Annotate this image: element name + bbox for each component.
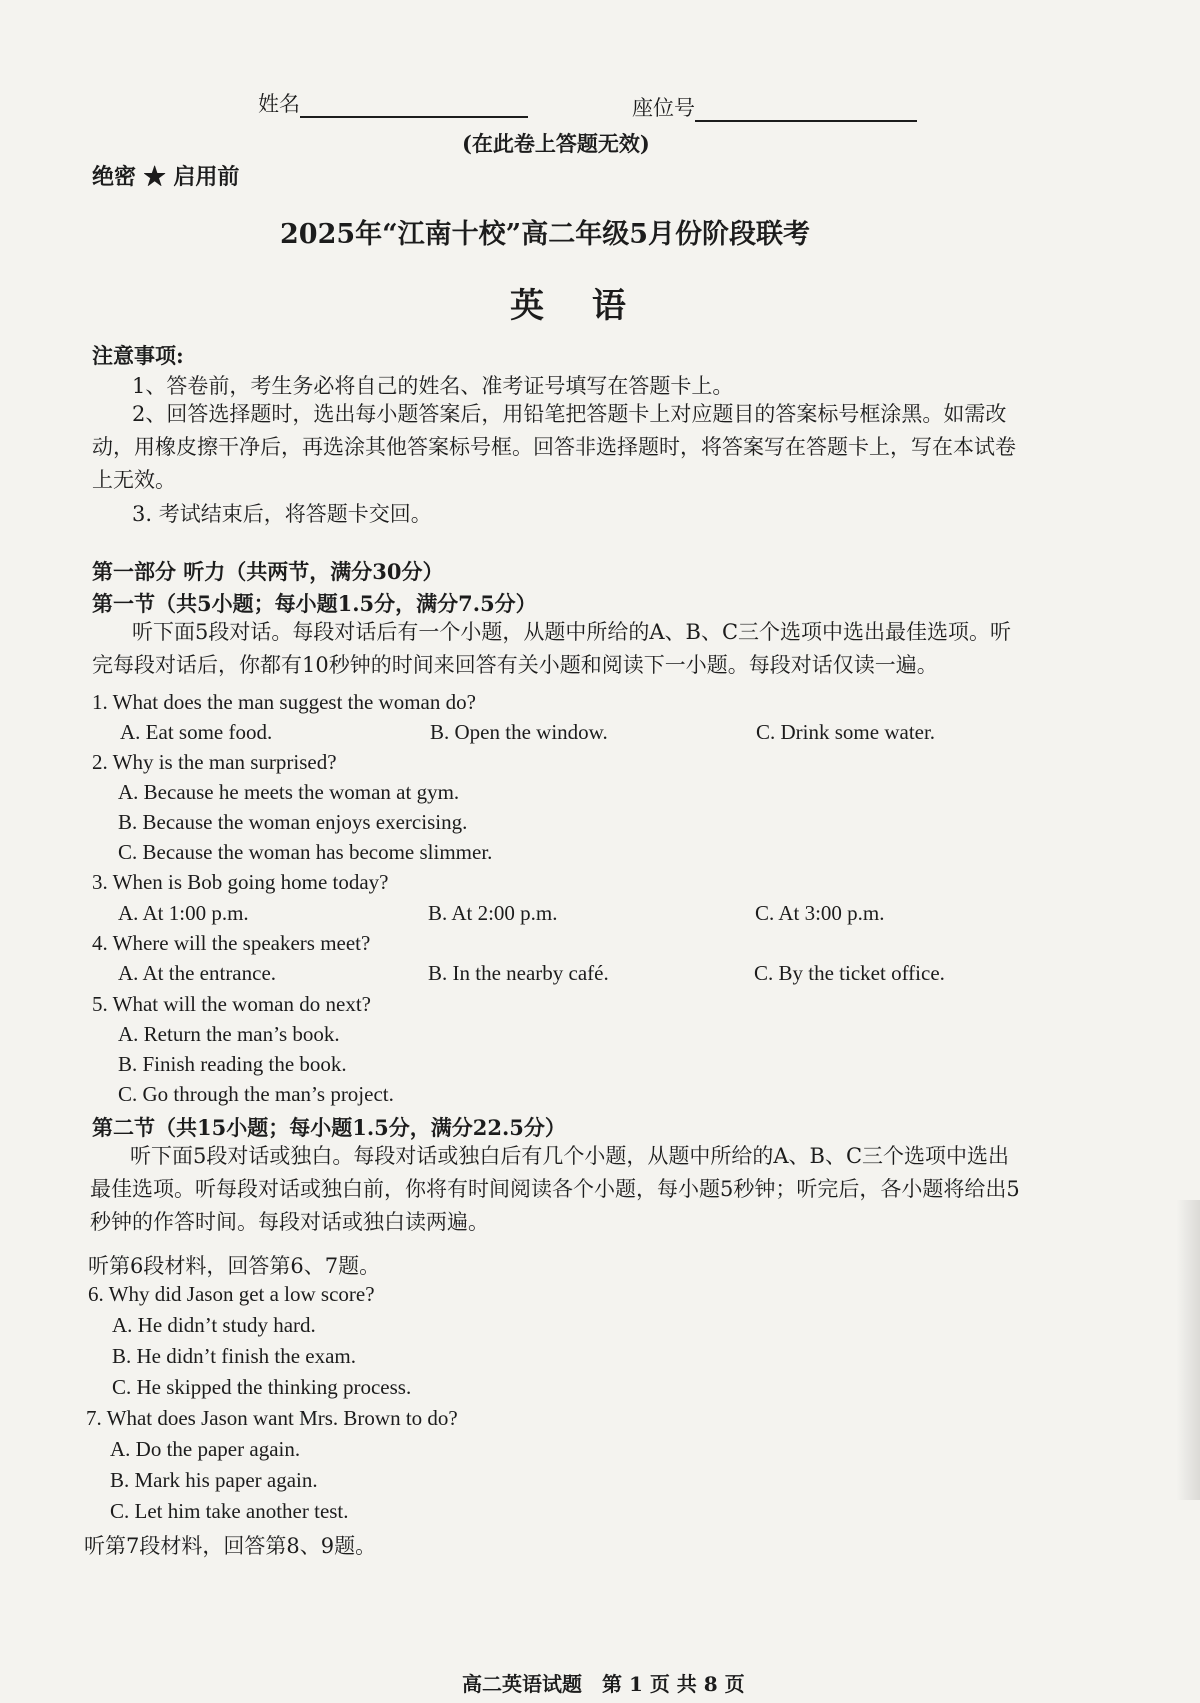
question-3-option-b: B. At 2:00 p.m. [428, 901, 558, 925]
question-4-stem: 4. Where will the speakers meet? [92, 931, 371, 955]
question-1-option-c: C. Drink some water. [756, 720, 936, 744]
question-2-option-c: C. Because the woman has become slimmer. [118, 840, 493, 864]
name-field [258, 88, 528, 118]
part1-heading: 第一部分 听力（共两节，满分30分） [92, 559, 444, 584]
question-2-option-b: B. Because the woman enjoys exercising. [118, 810, 468, 834]
name-blank-line [300, 94, 528, 118]
question-5-option-c: C. Go through the man’s project. [118, 1082, 394, 1106]
instruction-item-3: 3. 考试结束后，将答题卡交回。 [132, 502, 432, 526]
question-1-option-a: A. Eat some food. [120, 720, 273, 744]
question-6-option-a: A. He didn’t study hard. [112, 1313, 316, 1337]
exam-title: 2025年“江南十校”高二年级5月份阶段联考 [280, 219, 810, 250]
secret-label: 绝密 ★ 启用前 [92, 164, 240, 190]
question-5-stem: 5. What will the woman do next? [92, 992, 371, 1016]
material-6-instruction: 听第6段材料，回答第6、7题。 [88, 1254, 381, 1278]
subject-title: 英 语 [510, 286, 644, 326]
seat-field [632, 92, 917, 122]
section1-directions: 听下面5段对话。每段对话后有一个小题，从题中所给的A、B、C三个选项中选出最佳选项。听完每段对话后，你都有10秒钟的时间来回答有关小题和阅读下一小题。每段对话仅读一遍。 [92, 620, 1012, 677]
instruction-item-2: 2、回答选择题时，选出每小题答案后，用铅笔把答题卡上对应题目的答案标号框涂黑。如需改动，用橡皮擦干净后，再选涂其他答案标号框。回答非选择题时，将答案写在答题卡上，写在本试卷上无效。 [92, 402, 1016, 492]
section2-heading: 第二节（共15小题；每小题1.5分，满分22.5分） [92, 1115, 566, 1140]
question-3-option-c: C. At 3:00 p.m. [755, 901, 885, 925]
section1-heading: 第一节（共5小题；每小题1.5分，满分7.5分） [92, 591, 537, 616]
question-7-option-b: B. Mark his paper again. [110, 1468, 318, 1492]
question-2-stem: 2. Why is the man surprised? [92, 750, 337, 774]
material-7-instruction: 听第7段材料，回答第8、9题。 [84, 1534, 377, 1558]
question-7-option-c: C. Let him take another test. [110, 1499, 349, 1523]
question-4-option-a: A. At the entrance. [118, 961, 277, 985]
question-3-option-a: A. At 1:00 p.m. [118, 901, 249, 925]
name-label: 姓名 [258, 92, 300, 116]
seat-label: 座位号 [632, 96, 695, 120]
invalid-notice: (在此卷上答题无效) [462, 131, 650, 156]
question-2-option-a: A. Because he meets the woman at gym. [118, 780, 460, 804]
question-4-option-b: B. In the nearby café. [428, 961, 609, 985]
question-4-option-c: C. By the ticket office. [754, 961, 945, 985]
question-3-stem: 3. When is Bob going home today? [92, 870, 389, 894]
instructions-heading: 注意事项: [92, 343, 184, 368]
instruction-item-1: 1、答卷前，考生务必将自己的姓名、准考证号填写在答题卡上。 [132, 374, 734, 398]
question-1-stem: 1. What does the man suggest the woman do? [92, 690, 476, 714]
scan-edge-shadow [1176, 1200, 1200, 1500]
question-7-option-a: A. Do the paper again. [110, 1437, 301, 1461]
question-7-stem: 7. What does Jason want Mrs. Brown to do? [86, 1406, 458, 1430]
question-5-option-a: A. Return the man’s book. [118, 1022, 340, 1046]
page-footer: 高二英语试题 第 1 页 共 8 页 [462, 1672, 745, 1696]
section2-directions: 听下面5段对话或独白。每段对话或独白后有几个小题，从题中所给的A、B、C三个选项中选出最佳选项。听每段对话或独白前，你将有时间阅读各个小题，每小题5秒钟；听完后，各小题将给出5秒钟的作答时间。每段对话或独白读两遍。 [90, 1144, 1020, 1234]
seat-blank-line [695, 98, 917, 122]
question-6-option-b: B. He didn’t finish the exam. [112, 1344, 356, 1368]
question-1-option-b: B. Open the window. [430, 720, 608, 744]
question-6-option-c: C. He skipped the thinking process. [112, 1375, 412, 1399]
question-6-stem: 6. Why did Jason get a low score? [88, 1282, 375, 1306]
question-5-option-b: B. Finish reading the book. [118, 1052, 347, 1076]
